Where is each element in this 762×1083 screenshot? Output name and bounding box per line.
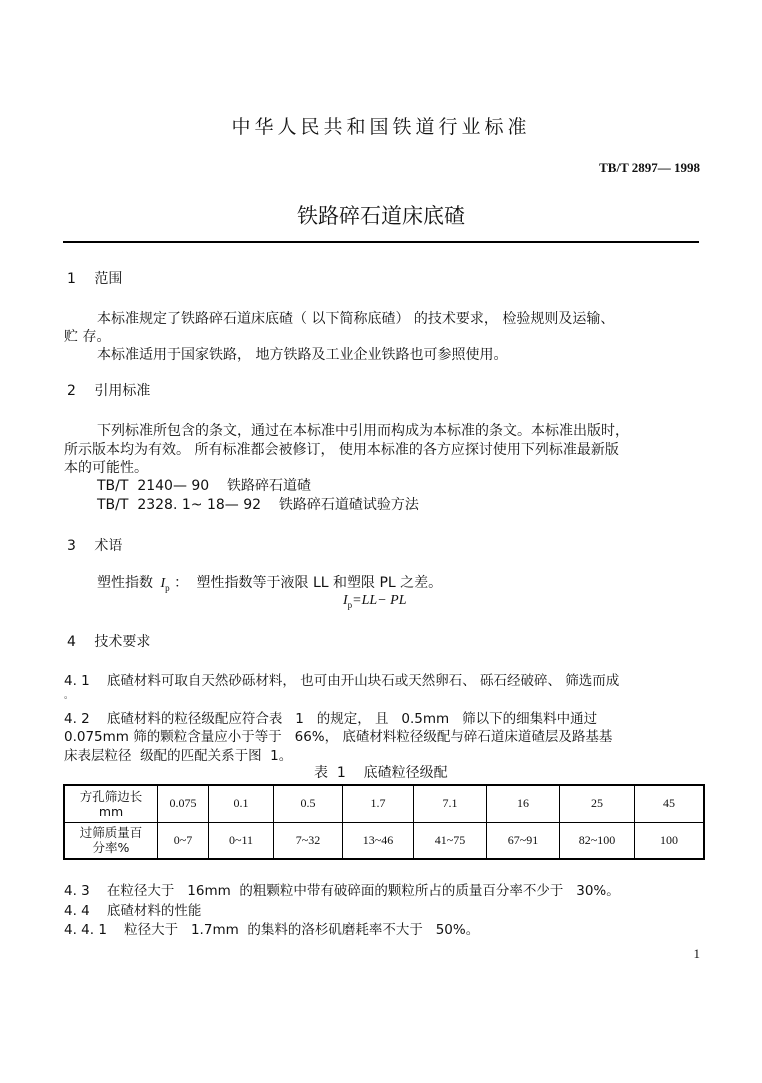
title-divider [63, 241, 699, 243]
term-description: 塑性指数等于液限 LL 和塑限 PL 之差。 [196, 575, 443, 591]
table-cell: 16 [487, 785, 560, 822]
table-caption: 表 1 底碴粒径级配 [314, 765, 448, 781]
clause-4-1-line-1: 4. 1 底碴材料可取自天然砂砾材料， 也可由开山块石或天然卵石、 砾石经破碎、 筛选而成 [64, 673, 620, 689]
term-colon: ： [174, 575, 189, 591]
table-cell: 82~100 [560, 822, 635, 859]
reference-standard-2: TB/T 2328. 1~ 18— 92 铁路碎石道碴试验方法 [97, 497, 419, 513]
section-1-paragraph-1-line-2: 贮 存。 [64, 329, 111, 345]
term-subscript: p [165, 582, 170, 593]
clause-4-4: 4. 4 底碴材料的性能 [64, 903, 202, 919]
section-1-heading [67, 268, 122, 288]
page-number: 1 [693, 946, 700, 961]
section-2-heading [67, 380, 150, 400]
table-cell: 67~91 [487, 822, 560, 859]
row-label-line: 过筛质量百 [79, 825, 143, 841]
section-number: 3 [67, 538, 76, 554]
table-cell: 41~75 [414, 822, 487, 859]
term-definition [97, 572, 442, 593]
row-label-sieve-size [64, 785, 158, 822]
table-cell: 0.075 [158, 785, 209, 822]
clause-4-3: 4. 3 在粒径大于 16mm 的粗颗粒中带有破碎面的颗粒所占的质量百分率不少于 30%。 [64, 883, 620, 899]
table-row [64, 785, 704, 822]
standard-number: TB/T 2897— 1998 [599, 160, 700, 175]
table-cell: 0.5 [274, 785, 343, 822]
section-number: 1 [67, 271, 76, 287]
clause-4-2-line-2: 0.075mm 筛的颗粒含量应小于等于 66%， 底碴材料粒径级配与碎石道床道碴层及路基基 [64, 729, 613, 745]
formula-expression: =LL− PL [352, 593, 407, 608]
section-title: 技术要求 [94, 634, 151, 650]
section-1-paragraph-1-line-1: 本标准规定了铁路碎石道床底碴（ 以下简称底碴） 的技术要求， 检验规则及运输、 [97, 311, 615, 327]
clause-4-1-line-2: 。 [64, 691, 74, 701]
term-symbol: I [160, 576, 166, 591]
clause-4-4-1: 4. 4. 1 粒径大于 1.7mm 的集料的洛杉矶磨耗率不大于 50%。 [64, 922, 480, 938]
table-cell: 25 [560, 785, 635, 822]
grading-table [63, 784, 705, 860]
term-name: 塑性指数 [97, 575, 153, 591]
plasticity-formula [343, 592, 406, 610]
formula-symbol: I [343, 593, 348, 608]
section-2-paragraph-line-2: 所示版本均为有效。 所有标准都会被修订， 使用本标准的各方应探讨使用下列标准最新版 [64, 442, 619, 458]
section-3-heading [67, 535, 122, 555]
reference-standard-1: TB/T 2140— 90 铁路碎石道碴 [97, 478, 312, 494]
table-cell: 0~11 [209, 822, 274, 859]
table-cell: 0~7 [158, 822, 209, 859]
section-2-paragraph-line-3: 本的可能性。 [64, 460, 148, 476]
row-label-line: 方孔筛边长 [79, 788, 143, 804]
document-title: 铁路碎石道床底碴 [297, 204, 465, 228]
section-number: 4 [67, 634, 76, 650]
section-4-heading [67, 631, 150, 651]
row-label-passing-percent [64, 822, 158, 859]
table-cell: 1.7 [343, 785, 414, 822]
table-cell: 7.1 [414, 785, 487, 822]
section-title: 范围 [94, 271, 123, 287]
section-1-paragraph-2: 本标准适用于国家铁路， 地方铁路及工业企业铁路也可参照使用。 [97, 347, 508, 363]
row-label-line: mm [98, 803, 124, 819]
formula-subscript: p [347, 599, 353, 610]
standard-organization-header: 中华人民共和国铁道行业标准 [231, 116, 531, 138]
section-number: 2 [67, 383, 76, 399]
table-cell: 7~32 [274, 822, 343, 859]
section-title: 引用标准 [94, 383, 151, 399]
table-row [64, 822, 704, 859]
clause-4-2-line-3: 床表层粒径 级配的匹配关系于图 1。 [64, 748, 293, 764]
section-title: 术语 [94, 538, 123, 554]
table-cell: 13~46 [343, 822, 414, 859]
row-label-line: 分率% [92, 840, 130, 856]
clause-4-2-line-1: 4. 2 底碴材料的粒径级配应符合表 1 的规定， 且 0.5mm 筛以下的细集料中通过 [64, 711, 598, 727]
section-2-paragraph-line-1: 下列标准所包含的条文，通过在本标准中引用而构成为本标准的条文。本标准出版时， [97, 423, 629, 439]
table-cell: 100 [635, 822, 705, 859]
table-cell: 0.1 [209, 785, 274, 822]
table-cell: 45 [635, 785, 705, 822]
